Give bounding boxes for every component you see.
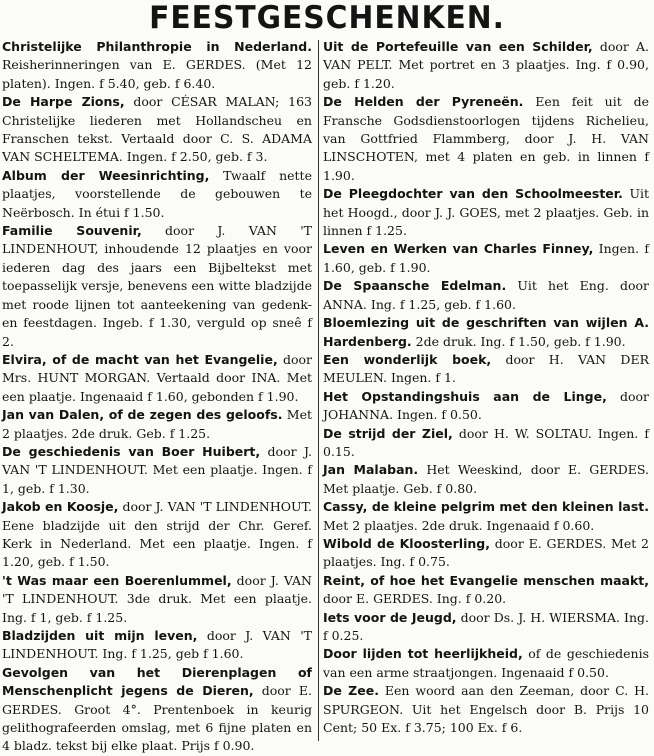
entry-text: door J. VAN 'T LINDENHOUT. Met een plaatje. Ingen. f 1, geb. f 1.30. — [2, 443, 312, 496]
entry-title: Iets voor de Jeugd, — [323, 609, 457, 625]
list-item — [2, 627, 312, 664]
list-item — [323, 535, 649, 572]
entry-title: Het Opstandingshuis aan de Linge, — [323, 388, 607, 404]
list-item — [323, 498, 649, 535]
entry-text: 2de druk. Ing. f 1.50, geb. f 1.90. — [411, 333, 626, 349]
list-item — [2, 351, 312, 406]
entry-title: Reint, of hoe het Evangelie menschen maakt, — [323, 572, 649, 588]
entry-text: Ingen. f 1.60, geb. f 1.90. — [323, 241, 649, 275]
list-item — [323, 93, 649, 185]
entry-title: Bladzijden uit mijn leven, — [2, 628, 198, 643]
list-item — [2, 498, 312, 572]
entry-text: door A. VAN PELT. Met portret en 3 plaatjes. Ing. f 0.90, geb. f 1.20. — [323, 39, 650, 91]
entry-text: of de geschiedenis van een arme straatjongen. Ingenaaid f 0.50. — [323, 646, 649, 680]
entry-title: Cassy, de kleine pelgrim met den kleinen last. — [323, 499, 649, 515]
entry-text: door J. VAN 'T LINDENHOUT. 3de druk. Met een plaatje. Ing. f 1, geb. f 1.25. — [2, 572, 312, 625]
headline: FEESTGESCHENKEN. — [149, 0, 505, 36]
right-column — [323, 38, 649, 737]
entry-text: door J. VAN 'T LINDENHOUT. Eene bladzijde uit den strijd der Chr. Geref. Kerk in Nederland. Met een plaatje. Ingen. f 1.20, geb. f 1.50. — [2, 499, 312, 570]
entry-title: Leven en Werken van Charles Finney, — [323, 241, 594, 257]
list-item — [2, 443, 312, 498]
entry-title: De Spaansche Edelman. — [323, 278, 507, 294]
entry-text: Met 2 plaatjes. 2de druk. Geb. f 1.25. — [2, 407, 312, 441]
list-item — [323, 351, 649, 388]
list-item — [323, 38, 649, 93]
entry-text: Uit het Eng. door ANNA. Ing. f 1.25, geb. f 1.60. — [323, 278, 649, 312]
list-item — [323, 240, 649, 277]
entry-text: Reisherinneringen van E. GERDES. (Met 12 platen). Ingen. f 5.40, geb. f 6.40. — [2, 57, 312, 91]
entry-text: door E. GERDES. Groot 4°. Prentenboek in keurig gelithografeerden omslag, met 6 fijne platen en 4 bladz. tekst bij elke plaat. Prijs f 0.90. — [2, 683, 312, 754]
entry-text: Met 2 plaatjes. 2de druk. Ingenaaid f 0.60. — [323, 517, 595, 533]
entry-text: Een woord aan den Zeeman, door C. H. SPURGEON. Uit het Engelsch door B. Prijs 10 Cent; 50 Ex. f 3.75; 100 Ex. f 6. — [323, 683, 649, 736]
list-item — [2, 222, 312, 351]
entry-title: Jan Malaban. — [323, 462, 419, 478]
entry-text: door Ds. J. H. WIERSMA. Ing. f 0.25. — [323, 609, 649, 643]
entry-title: Door lijden tot heerlijkheid, — [323, 646, 523, 662]
entry-text: door H. VAN DER MEULEN. Ingen. f 1. — [323, 351, 649, 386]
column-divider — [318, 40, 319, 741]
entry-title: De Helden der Pyreneën. — [323, 94, 524, 110]
entry-title: De Harpe Zions, — [2, 94, 125, 110]
list-item — [323, 185, 649, 240]
entry-title: Bloemlezing uit de geschriften van wijlen A. Hardenberg. — [323, 315, 649, 349]
left-column — [2, 38, 312, 756]
entry-title: Album der Weesinrichting, — [2, 167, 210, 183]
entry-title: Wibold de Kloosterling, — [323, 535, 490, 551]
list-item — [323, 425, 649, 462]
entry-text: Twaalf nette plaatjes, voorstellende de gebouwen te Neërbosch. In étui f 1.50. — [2, 167, 312, 220]
entry-title: Gevolgen van het Dierenplagen of Menschenplicht jegens de Dieren, — [2, 664, 312, 699]
list-item — [2, 93, 312, 167]
list-item — [323, 572, 649, 609]
list-item — [2, 664, 312, 756]
entry-title: Jan van Dalen, of de zegen des geloofs. — [2, 407, 283, 423]
entry-text: door E. GERDES. Met 2 plaatjes. Ing. f 0.75. — [323, 535, 649, 570]
entry-title: Een wonderlijk boek, — [323, 351, 492, 367]
list-item — [323, 609, 649, 646]
entry-title: De Pleegdochter van den Schoolmeester. — [323, 186, 623, 202]
entry-text: door Mrs. HUNT MORGAN. Vertaald door INA. Met een plaatje. Ingenaaid f 1.60, gebonden f 1.90. — [2, 351, 312, 404]
entry-title: Jakob en Koosje, — [2, 499, 119, 515]
list-item — [323, 682, 649, 737]
list-item — [2, 167, 312, 222]
entry-title: 't Was maar een Boerenlummel, — [2, 572, 232, 588]
list-item — [323, 388, 649, 425]
entry-title: Christelijke Philanthropie in Nederland. — [2, 39, 312, 54]
entry-title: Familie Souvenir, — [2, 223, 142, 239]
entry-text: door JOHANNA. Ingen. f 0.50. — [323, 388, 649, 423]
entry-text: Uit het Hoogd., door J. J. GOES, met 2 plaatjes. Geb. in linnen f 1.25. — [323, 186, 649, 239]
entry-text: Een feit uit de Fransche Godsdienstoorlogen tijdens Richelieu, van Gottfried Flammberg, door J. H. VAN LINSCHOTEN, met 4 platen en geb. in linnen f 1.90. — [323, 94, 650, 183]
list-item — [2, 572, 312, 627]
entry-title: Elvira, of de macht van het Evangelie, — [2, 351, 278, 367]
list-item — [2, 406, 312, 443]
entry-title: De strijd der Ziel, — [323, 425, 453, 441]
list-item — [323, 314, 649, 351]
entry-text: Het Weeskind, door E. GERDES. Met plaatje. Geb. f 0.80. — [323, 462, 649, 496]
entry-title: De Zee. — [323, 683, 379, 699]
list-item — [2, 38, 312, 93]
entry-text: door CÉSAR MALAN; 163 Christelijke liederen met Hollandscheu en Franschen tekst. Vertaald door C. S. ADAMA VAN SCHELTEMA. Ingen. f 2.50, geb. f 3. — [2, 94, 312, 165]
list-item — [323, 645, 649, 682]
list-item — [323, 461, 649, 498]
entry-text: door J. VAN 'T LINDENHOUT, inhoudende 12 plaatjes en voor iederen dag des jaars een Bijbeltekst met toepasselijk versje, benevens een witte bladzijde met roode lijnen tot aanteekening van gedenk- en feestdagen. Ingeb. f 1.30, verguld op sneê f 2. — [2, 223, 312, 349]
list-item — [323, 277, 649, 314]
entry-text: door H. W. SOLTAU. Ingen. f 0.15. — [323, 425, 649, 459]
entry-title: Uit de Portefeuille van een Schilder, — [323, 39, 593, 54]
entry-text: door J. VAN 'T LINDENHOUT. Ing. f 1.25, geb f 1.60. — [2, 628, 313, 662]
entry-text: door E. GERDES. Ing. f 0.20. — [323, 591, 507, 607]
entry-title: De geschiedenis van Boer Huibert, — [2, 443, 261, 459]
